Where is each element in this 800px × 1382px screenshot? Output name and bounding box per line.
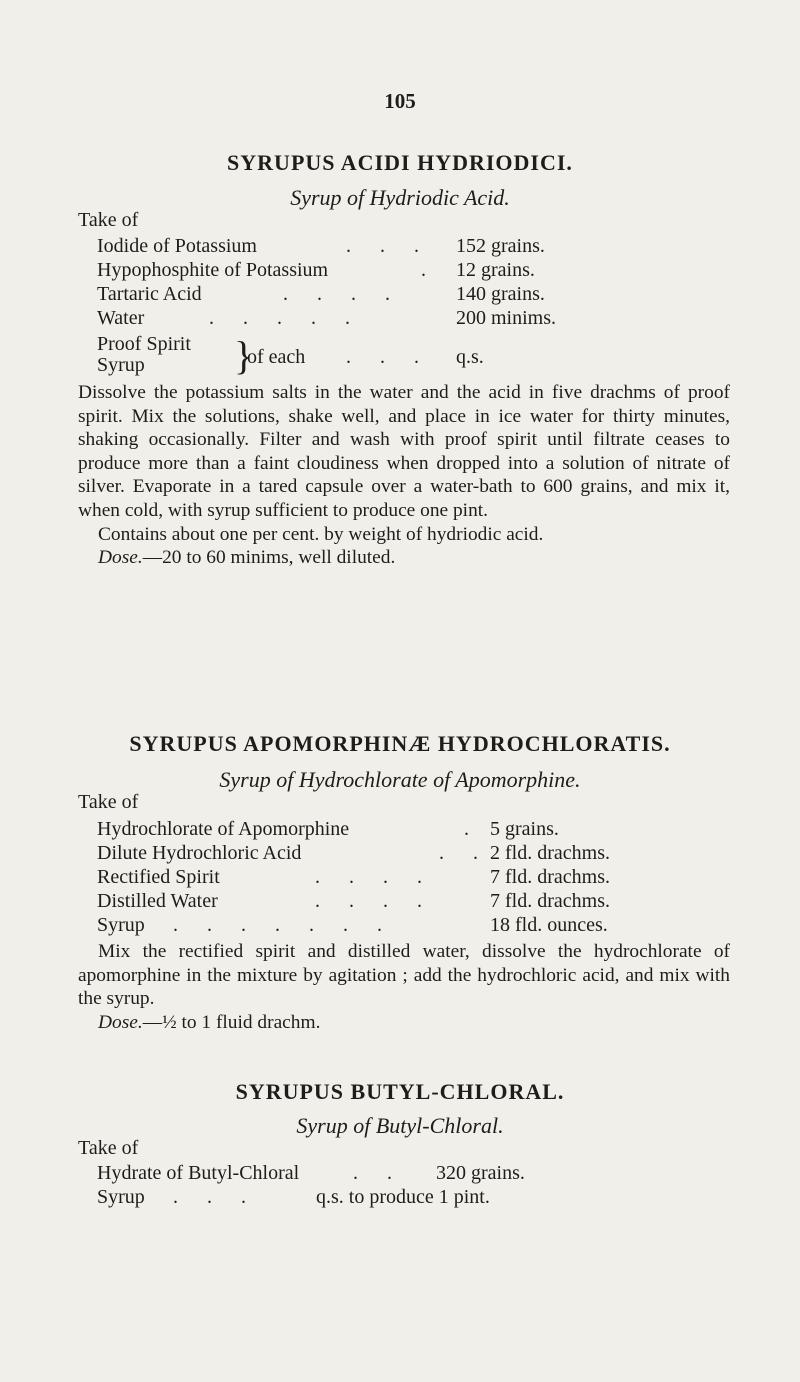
ingredient-qty: 152 grains.	[456, 235, 545, 257]
leader-dots: .	[464, 818, 481, 840]
leader-dots: . . .	[346, 235, 431, 257]
ingredient-list	[97, 1161, 737, 1209]
ingredient-name: Syrup	[97, 914, 145, 936]
ingredient-qty: 200 minims.	[456, 307, 557, 329]
ingredient-qty: 12 grains.	[456, 259, 535, 281]
ingredient-row	[97, 306, 737, 330]
ingredient-row	[97, 817, 737, 841]
leader-dots: . . . . .	[209, 307, 362, 329]
dose-text: —20 to 60 minims, well diluted.	[142, 547, 396, 569]
section-subtitle: Syrup of Hydriodic Acid.	[290, 185, 510, 210]
section-subtitle: Syrup of Butyl-Chloral.	[296, 1113, 504, 1138]
page-number: 105	[384, 89, 416, 113]
section-heading: SYRUPUS ACIDI HYDRIODICI.	[227, 150, 573, 175]
take-of-label: Take of	[78, 1137, 139, 1159]
ingredient-name: Dilute Hydrochloric Acid	[97, 842, 302, 864]
take-of-label: Take of	[78, 209, 139, 231]
of-each-label: of each	[247, 346, 306, 368]
leader-dots: . . . .	[283, 283, 402, 305]
dose-label: Dose.	[98, 1011, 143, 1033]
ingredient-row	[97, 234, 737, 258]
leader-dots: .	[421, 259, 438, 281]
braced-ingredient	[97, 334, 737, 378]
ingredient-row	[97, 865, 737, 889]
brace-symbol: }	[234, 333, 254, 378]
leader-dots: . . . .	[315, 866, 434, 888]
directions-paragraph	[78, 940, 730, 1034]
ingredient-qty: 2 fld. drachms.	[490, 842, 610, 864]
leader-dots: . .	[439, 842, 490, 864]
ingredient-name: Distilled Water	[97, 890, 218, 912]
ingredient-qty: 5 grains.	[490, 818, 559, 840]
ingredient-name: Iodide of Potassium	[97, 235, 257, 257]
ingredient-name: Hydrochlorate of Apomorphine	[97, 818, 350, 840]
dose-text: —½ to 1 fluid drachm.	[142, 1011, 321, 1033]
leader-dots: . . .	[173, 1186, 258, 1208]
directions-text: Dissolve the potassium salts in the water and the acid in five drachms of proof spirit. Mix the solutions, shake well, and place in ice water for thirty minutes, shaking occasionally. Filter and wash with proof spirit until filtrate ceases to produce more than a faint cloudiness when dropped into a solution of nitrate of silver. Evaporate in a tared capsule over a water-bath to 600 grains, and mix it, when cold, with syrup sufficient to produce one pint.	[78, 382, 730, 521]
contains-text: Contains about one per cent. by weight of hydriodic acid.	[98, 523, 544, 545]
ingredient-name: Water	[97, 307, 145, 329]
ingredient-row	[97, 1161, 737, 1185]
ingredient-row	[97, 913, 737, 937]
ingredient-qty: q.s. to produce 1 pint.	[316, 1186, 490, 1208]
ingredient-row	[97, 258, 737, 282]
ingredient-row	[97, 841, 737, 865]
ingredient-qty: 7 fld. drachms.	[490, 890, 610, 912]
ingredient-row	[97, 282, 737, 306]
ingredient-name: Tartaric Acid	[97, 283, 202, 305]
directions-text: Mix the rectified spirit and distilled water, dissolve the hydrochlorate of apomorphine in the mixture by agitation ; add the hydrochloric acid, and mix with the syrup.	[78, 941, 730, 1010]
section-subtitle: Syrup of Hydrochlorate of Apomorphine.	[219, 767, 581, 792]
ingredient-qty: 320 grains.	[436, 1162, 525, 1184]
leader-dots: . . . .	[315, 890, 434, 912]
ingredient-name: Syrup	[97, 354, 145, 376]
leader-dots: . . . . . . .	[173, 914, 394, 936]
section-heading: SYRUPUS APOMORPHINÆ HYDROCHLORATIS.	[129, 731, 671, 756]
ingredient-list	[97, 234, 737, 330]
ingredient-qty: 18 fld. ounces.	[490, 914, 608, 936]
ingredient-name: Rectified Spirit	[97, 866, 220, 888]
ingredient-qty: 7 fld. drachms.	[490, 866, 610, 888]
ingredient-qty: 140 grains.	[456, 283, 545, 305]
ingredient-row	[97, 889, 737, 913]
ingredient-row	[97, 1185, 737, 1209]
leader-dots: . . .	[346, 346, 431, 368]
ingredient-name: Syrup	[97, 1186, 145, 1208]
ingredient-name: Proof Spirit	[97, 333, 191, 355]
leader-dots: . .	[353, 1162, 404, 1184]
ingredient-qty: q.s.	[456, 346, 484, 368]
dose-label: Dose.	[98, 547, 143, 569]
ingredient-name: Hypophosphite of Potassium	[97, 259, 329, 281]
directions-paragraph	[78, 381, 730, 570]
take-of-label: Take of	[78, 791, 139, 813]
ingredient-name: Hydrate of Butyl-Chloral	[97, 1162, 300, 1184]
ingredient-list	[97, 817, 737, 937]
section-heading: SYRUPUS BUTYL-CHLORAL.	[235, 1079, 565, 1104]
